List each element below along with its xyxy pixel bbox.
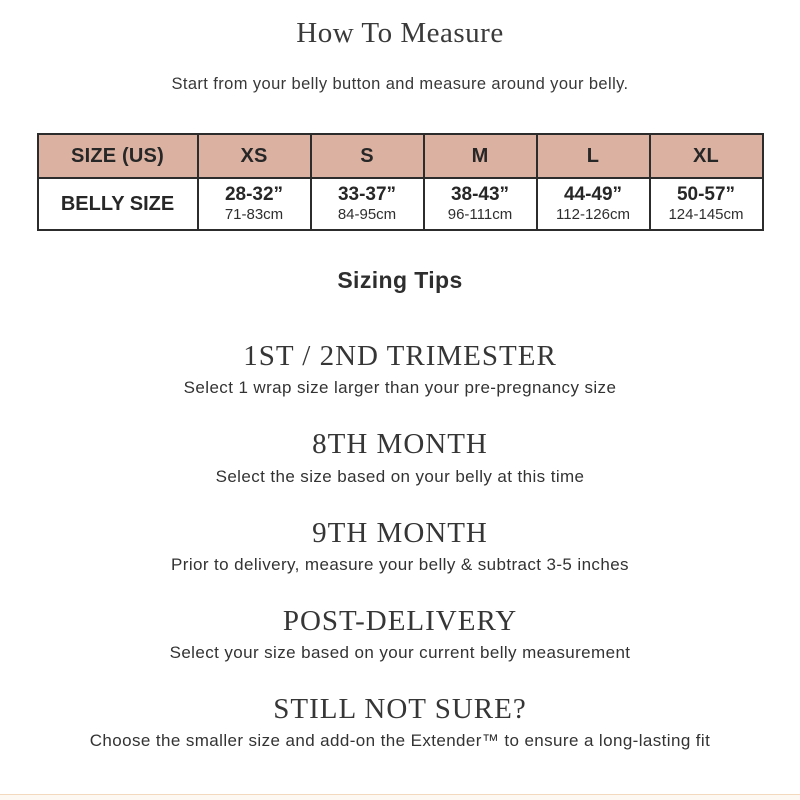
size-table-cell-l — [537, 178, 650, 230]
tip-heading: 1ST / 2ND TRIMESTER — [243, 340, 557, 372]
size-table-cell-m — [424, 178, 537, 230]
tip-heading: 9TH MONTH — [312, 516, 488, 549]
tip-description: Choose the smaller size and add-on the Extender™ to ensure a long-lasting fit — [89, 731, 711, 751]
inches-value: 28-32” — [224, 184, 284, 206]
size-table-header-cell: S — [311, 134, 424, 178]
tip-section-9th-month — [0, 517, 800, 577]
inches-value: 44-49” — [563, 184, 623, 206]
size-table-header-cell: M — [424, 134, 537, 178]
tip-description: Select the size based on your belly at this time — [215, 466, 585, 486]
tip-heading: POST-DELIVERY — [282, 604, 518, 637]
tip-heading: STILL NOT SURE? — [273, 693, 527, 726]
tip-section-8th-month — [0, 428, 800, 488]
cm-value: 112-126cm — [556, 206, 630, 224]
tip-description: Select 1 wrap size larger than your pre-pregnancy size — [183, 378, 617, 398]
cm-value: 124-145cm — [668, 206, 744, 224]
size-table-cell-s — [311, 178, 424, 230]
inches-value: 50-57” — [676, 184, 736, 206]
size-table-header-cell: L — [537, 134, 650, 178]
cm-value: 84-95cm — [337, 206, 397, 224]
page-title: How To Measure — [296, 17, 504, 49]
tip-description: Prior to delivery, measure your belly & subtract 3-5 inches — [171, 554, 629, 574]
size-table-header-cell: XS — [198, 134, 311, 178]
tip-section-trimester — [0, 340, 800, 400]
inches-value: 38-43” — [450, 184, 510, 206]
size-table-body-row — [38, 178, 763, 230]
size-table-header-row — [38, 134, 763, 178]
size-table-cell-xs — [198, 178, 311, 230]
size-table-header-cell: SIZE (US) — [38, 134, 198, 178]
tip-heading: 8TH MONTH — [312, 428, 488, 461]
size-table-header-cell: XL — [650, 134, 763, 178]
cm-value: 96-111cm — [447, 206, 513, 224]
tip-section-post-delivery — [0, 605, 800, 665]
cm-value: 71-83cm — [224, 206, 284, 224]
size-table-cell-xl — [650, 178, 763, 230]
bottom-divider — [0, 794, 800, 800]
tip-section-still-not-sure — [0, 693, 800, 753]
size-table — [37, 133, 764, 231]
tip-description: Select your size based on your current belly measurement — [169, 643, 631, 663]
sizing-tips-heading: Sizing Tips — [337, 267, 463, 293]
belly-size-row-label: BELLY SIZE — [38, 178, 198, 230]
inches-value: 33-37” — [337, 184, 397, 206]
page-subtitle: Start from your belly button and measure around your belly. — [171, 75, 629, 93]
